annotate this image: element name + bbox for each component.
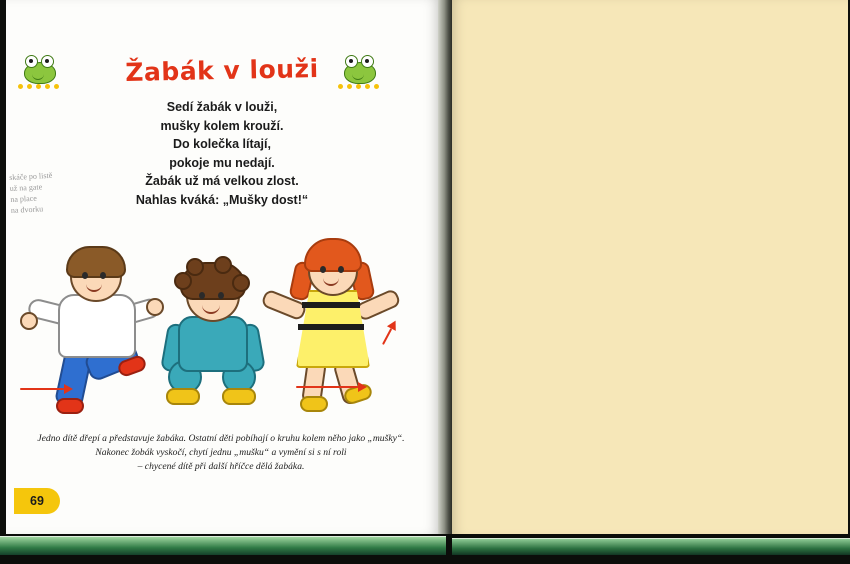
children-illustration [6, 232, 438, 424]
poem-line: Sedí žabák v louži, [166, 100, 278, 114]
poem-line: mušky kolem krouží. [160, 118, 284, 133]
book-cover-edge-right [452, 538, 850, 555]
margin-note-line: na place [10, 193, 37, 205]
poem-title: Žabák v louži [125, 53, 319, 88]
caption-line: Nakonec žobák vyskočí, chytí jednu „mušku“ a vymění si s ní roli [95, 447, 347, 458]
motion-arrow-right [296, 382, 370, 392]
margin-note-line: už na gate [9, 182, 43, 194]
book-cover-edge-left [0, 536, 446, 555]
margin-note-line: skáče po listě [8, 170, 53, 183]
caption-line: Jedno dítě dřepí a představuje žabáka. Ostatní děti pobíhají o kruhu kolem něho jako „mušky“. [37, 433, 405, 444]
left-page [6, 0, 438, 534]
poem-line: Do kolečka lítají, [173, 137, 271, 151]
book-gutter [438, 0, 452, 540]
margin-note-line: na dvorku [10, 204, 44, 216]
poem-line: pokoje mu nedají. [169, 155, 275, 170]
game-instructions-caption [12, 432, 430, 474]
right-page [452, 0, 848, 536]
motion-arrow-left [20, 384, 74, 394]
child-squatting-figure [156, 262, 266, 412]
page-number-badge: 69 [14, 488, 60, 514]
poem-line: Nahlas kváká: „Mušky dost!“ [135, 192, 309, 207]
caption-line: – chycené dítě při další hříčce dělá žabáka. [137, 461, 305, 472]
poem-line: Žabák už má velkou zlost. [145, 174, 299, 188]
handwritten-margin-note [9, 168, 89, 216]
